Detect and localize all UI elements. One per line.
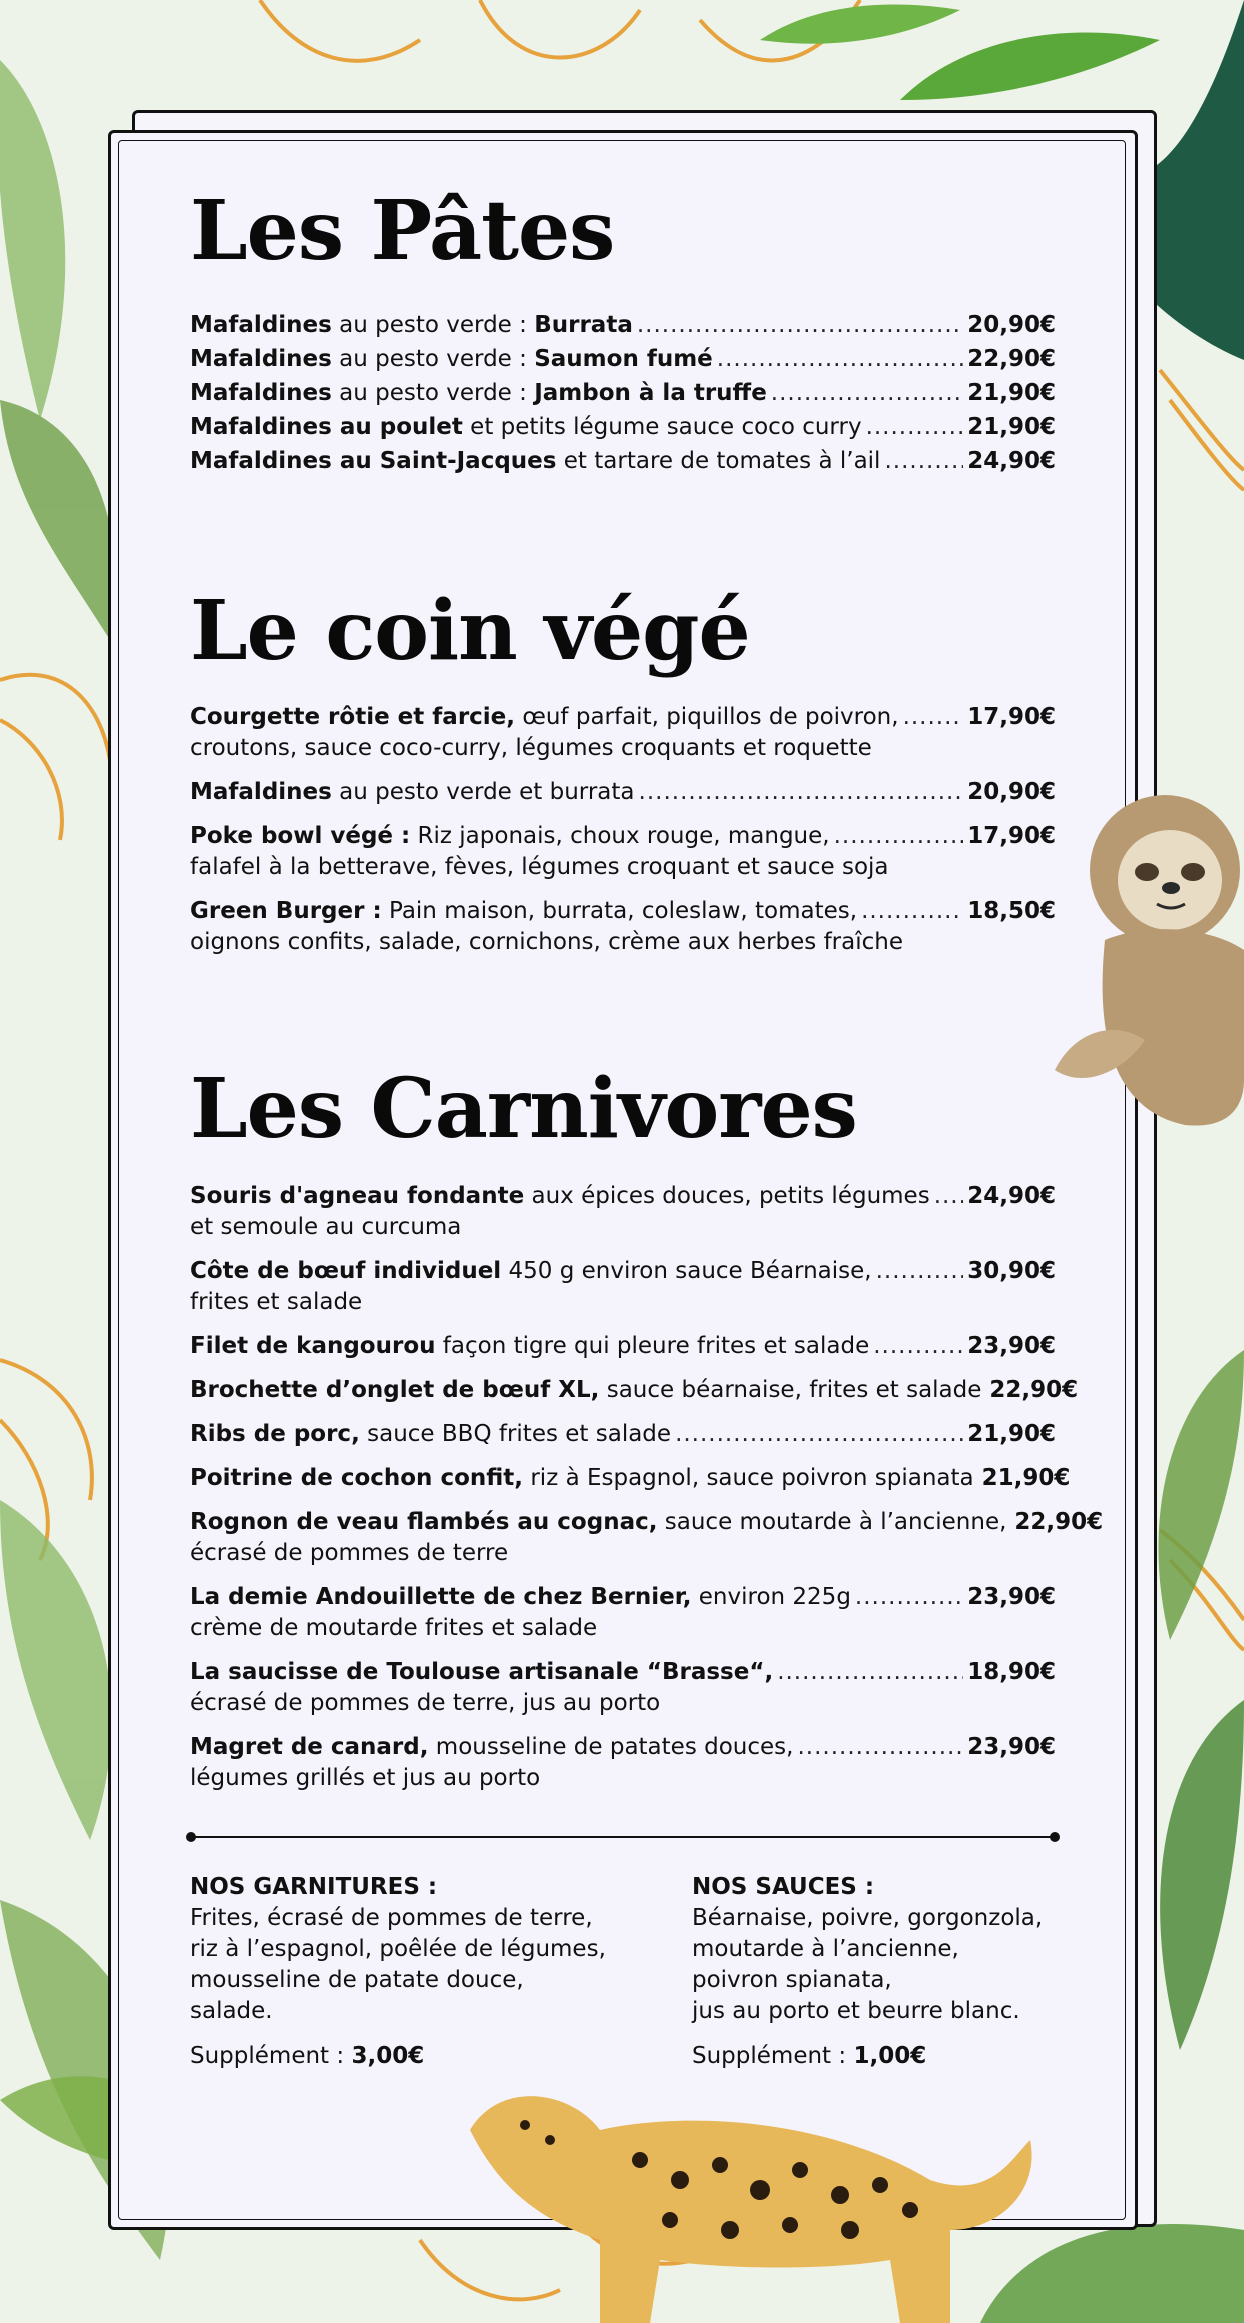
leader-dots: [861, 896, 963, 927]
menu-item: [190, 1463, 1071, 1494]
item-description: mousseline de patates douces,: [428, 1734, 794, 1760]
item-description: au pesto verde :: [331, 380, 535, 406]
jaguar-illustration: [430, 2070, 1040, 2323]
supplement-label: Supplément :: [190, 2043, 352, 2069]
item-price: 22,90€: [967, 346, 1056, 372]
item-price: 22,90€: [1014, 1509, 1104, 1535]
item-description: riz à Espagnol, sauce poivron spianata: [523, 1465, 974, 1491]
item-name: La demie Andouillette de chez Bernier,: [190, 1584, 692, 1610]
item-description: sauce béarnaise, frites et salade: [599, 1377, 982, 1403]
leader-dots: [637, 310, 963, 341]
item-name: Mafaldines: [190, 312, 332, 338]
item-description-continued: frites et salade: [190, 1289, 363, 1315]
item-price: 18,50€: [967, 898, 1056, 924]
item-price: 30,90€: [967, 1258, 1056, 1284]
sauces-line: poivron spianata,: [692, 1967, 892, 1993]
menu-item: [190, 1657, 1056, 1719]
item-description: 450 g environ sauce Béarnaise,: [501, 1258, 872, 1284]
garnitures-line: mousseline de patate douce,: [190, 1967, 524, 1993]
sauces-line: jus au porto et beurre blanc.: [692, 1998, 1020, 2024]
leader-dots: [639, 777, 964, 808]
item-price: 24,90€: [967, 1183, 1056, 1209]
item-description-continued: oignons confits, salade, cornichons, crème aux herbes fraîche: [190, 929, 903, 955]
supplement-price: 1,00€: [853, 2043, 927, 2069]
item-variant: Saumon fumé: [534, 346, 713, 372]
item-description: sauce moutarde à l’ancienne,: [657, 1509, 1007, 1535]
item-description: aux épices douces, petits légumes: [524, 1183, 930, 1209]
item-name: Côte de bœuf individuel: [190, 1258, 502, 1284]
item-name: Poitrine de cochon confit,: [190, 1465, 524, 1491]
item-description-continued: croutons, sauce coco-curry, légumes croquants et roquette: [190, 735, 872, 761]
item-description: Pain maison, burrata, coleslaw, tomates,: [381, 898, 858, 924]
divider-end-dot: [1050, 1832, 1060, 1842]
item-variant: Burrata: [534, 312, 633, 338]
item-name: Rognon de veau flambés au cognac,: [190, 1509, 658, 1535]
item-price: 21,90€: [967, 414, 1056, 440]
menu-item: [190, 1331, 1056, 1362]
item-name: Mafaldines: [190, 779, 332, 805]
item-description: sauce BBQ frites et salade: [359, 1421, 672, 1447]
leader-dots: [717, 344, 963, 375]
menu-item: [190, 1181, 1056, 1243]
garnitures-line: Frites, écrasé de pommes de terre,: [190, 1905, 593, 1931]
leader-dots: [797, 1732, 963, 1763]
item-description: et petits légume sauce coco curry: [462, 414, 862, 440]
menu-item: [190, 378, 1056, 409]
item-description: Riz japonais, choux rouge, mangue,: [410, 823, 830, 849]
item-name: Souris d'agneau fondante: [190, 1183, 525, 1209]
item-variant: Jambon à la truffe: [534, 380, 767, 406]
item-price: 21,90€: [967, 380, 1056, 406]
menu-item: [190, 412, 1056, 443]
sauces-title: NOS SAUCES :: [692, 1874, 875, 1900]
sloth-illustration: [1035, 780, 1244, 1150]
item-name: Filet de kangourou: [190, 1333, 436, 1359]
leader-dots: [866, 412, 964, 443]
item-price: 17,90€: [967, 823, 1056, 849]
leader-dots: [771, 378, 963, 409]
menu-item: [190, 821, 1056, 883]
menu-item: [190, 1419, 1056, 1450]
item-description: environ 225g: [691, 1584, 851, 1610]
garnitures-line: riz à l’espagnol, poêlée de légumes,: [190, 1936, 606, 1962]
item-description-continued: écrasé de pommes de terre, jus au porto: [190, 1690, 661, 1716]
item-description: façon tigre qui pleure frites et salade: [435, 1333, 870, 1359]
menu-item: [190, 446, 1056, 477]
leader-dots: [855, 1582, 963, 1613]
item-price: 23,90€: [967, 1333, 1056, 1359]
leader-dots: [876, 1256, 964, 1287]
item-description: au pesto verde :: [331, 346, 535, 372]
item-name: La saucisse de Toulouse artisanale “Brasse“,: [190, 1659, 774, 1685]
item-name: Ribs de porc,: [190, 1421, 360, 1447]
leader-dots: [675, 1419, 963, 1450]
sauces-line: Béarnaise, poivre, gorgonzola,: [692, 1905, 1043, 1931]
menu-item: [190, 896, 1056, 958]
menu-item: [190, 344, 1056, 375]
item-description: et tartare de tomates à l’ail: [556, 448, 881, 474]
item-name: Mafaldines: [190, 380, 332, 406]
leader-dots: [903, 702, 964, 733]
menu-item: [190, 1507, 1104, 1569]
divider-end-dot: [186, 1832, 196, 1842]
item-description-continued: crème de moutarde frites et salade: [190, 1615, 598, 1641]
sauces-supplement: [692, 2041, 1042, 2072]
section-title-carnivores: Les Carnivores: [190, 1061, 857, 1157]
item-name: Brochette d’onglet de bœuf XL,: [190, 1377, 600, 1403]
leader-dots: [873, 1331, 963, 1362]
menu-item: [190, 1732, 1056, 1794]
item-price: 23,90€: [967, 1734, 1056, 1760]
item-name: Magret de canard,: [190, 1734, 429, 1760]
supplement-price: 3,00€: [351, 2043, 425, 2069]
item-name: Courgette rôtie et farcie,: [190, 704, 516, 730]
garnitures-title: NOS GARNITURES :: [190, 1874, 438, 1900]
section-divider: [190, 1836, 1056, 1838]
sauces-block: [692, 1872, 1042, 2072]
section-title-pates: Les Pâtes: [190, 183, 615, 279]
item-description-continued: légumes grillés et jus au porto: [190, 1765, 541, 1791]
item-name: Poke bowl végé :: [190, 823, 411, 849]
item-description: au pesto verde et burrata: [331, 779, 635, 805]
item-price: 22,90€: [989, 1377, 1079, 1403]
leader-dots: [777, 1657, 963, 1688]
item-price: 21,90€: [967, 1421, 1056, 1447]
item-price: 23,90€: [967, 1584, 1056, 1610]
item-price: 18,90€: [967, 1659, 1056, 1685]
item-price: 20,90€: [967, 779, 1056, 805]
item-description: œuf parfait, piquillos de poivron,: [515, 704, 899, 730]
menu-item: [190, 310, 1056, 341]
menu-item: [190, 702, 1056, 764]
leader-dots: [884, 446, 963, 477]
item-price: 21,90€: [981, 1465, 1071, 1491]
menu-item: [190, 1582, 1056, 1644]
item-name: Mafaldines au Saint-Jacques: [190, 448, 557, 474]
item-description: au pesto verde :: [331, 312, 535, 338]
menu-item: [190, 1256, 1056, 1318]
garnitures-supplement: [190, 2041, 606, 2072]
item-name: Mafaldines au poulet: [190, 414, 463, 440]
item-description-continued: falafel à la betterave, fèves, légumes croquant et sauce soja: [190, 854, 889, 880]
supplement-label: Supplément :: [692, 2043, 854, 2069]
menu-item: [190, 1375, 1079, 1406]
menu-item: [190, 777, 1056, 808]
item-name: Green Burger :: [190, 898, 382, 924]
leader-dots: [834, 821, 964, 852]
item-price: 24,90€: [967, 448, 1056, 474]
garnitures-line: salade.: [190, 1998, 273, 2024]
item-name: Mafaldines: [190, 346, 332, 372]
leader-dots: [934, 1181, 964, 1212]
item-description-continued: et semoule au curcuma: [190, 1214, 462, 1240]
section-title-vege: Le coin végé: [190, 583, 750, 679]
item-description-continued: écrasé de pommes de terre: [190, 1540, 509, 1566]
item-price: 20,90€: [967, 312, 1056, 338]
garnitures-block: [190, 1872, 606, 2072]
sauces-line: moutarde à l’ancienne,: [692, 1936, 959, 1962]
item-price: 17,90€: [967, 704, 1056, 730]
